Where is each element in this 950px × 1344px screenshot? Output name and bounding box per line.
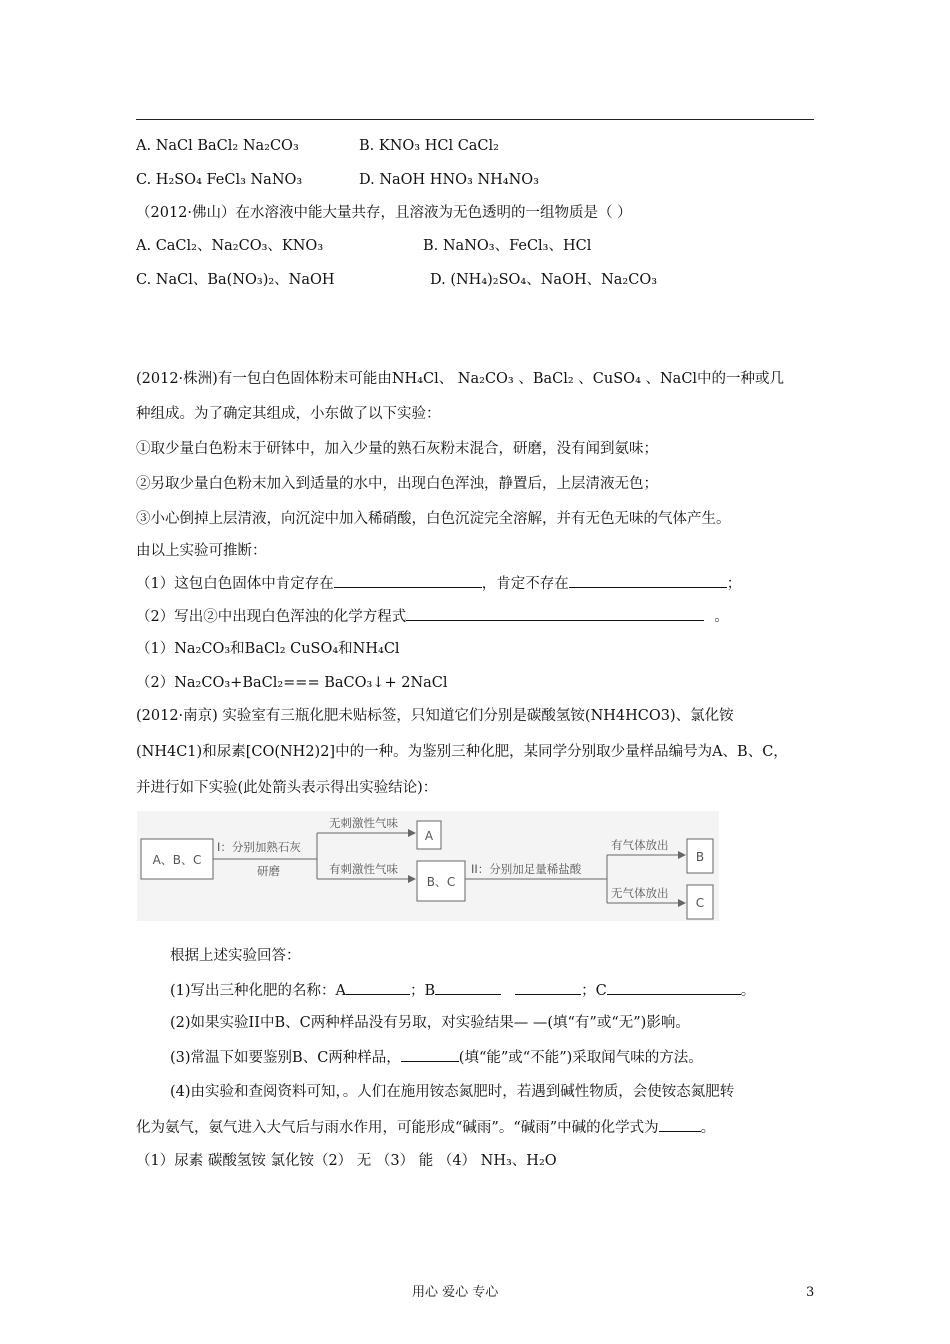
- nanjing-p1-end: 。: [740, 983, 756, 999]
- answer-blank[interactable]: [346, 980, 410, 995]
- nanjing-p4-text: 化为氨气，氨气进入大气后与雨水作用，可能形成“碱雨”。“碱雨”中碱的化学式为: [136, 1120, 659, 1136]
- option-line-2: [136, 170, 539, 190]
- foshan-options-ab: [136, 236, 592, 256]
- foshan-option-c: C. NaCl、Ba(NO₃)₂、NaOH: [136, 272, 335, 288]
- box-a-label: A: [424, 829, 434, 843]
- branch2-top-label: 有气体放出: [611, 838, 669, 852]
- nanjing-p4-end: 。: [700, 1120, 716, 1136]
- nanjing-p3-prefix: (3)常温下如要鉴别B、C两种样品，: [170, 1050, 401, 1066]
- answer-blank[interactable]: [406, 606, 704, 621]
- option-c: C. H₂SO₄ FeCl₃ NaNO₃: [136, 172, 303, 188]
- nanjing-p3: [170, 1047, 703, 1068]
- zhuzhou-step-3: ③小心倒掉上层清液，向沉淀中加入稀硝酸，白色沉淀完全溶解，并有无色无味的气体产生。: [136, 511, 731, 527]
- footer-motto: 用心 爱心 专心: [412, 1285, 499, 1300]
- zhuzhou-step-1: ①取少量白色粉末于研钵中，加入少量的熟石灰粉末混合，研磨，没有闻到氨味；: [136, 441, 658, 457]
- foshan-option-a: A. CaCl₂、Na₂CO₃、KNO₃: [136, 238, 324, 254]
- nanjing-p4-line2: [136, 1117, 715, 1138]
- nanjing-p1-b: ；B: [410, 983, 436, 999]
- box-c-label: C: [695, 896, 705, 910]
- answer-blank[interactable]: [401, 1047, 459, 1062]
- zhuzhou-answer-2: （2）Na₂CO₃+BaCl₂=== BaCO₃↓+ 2NaCl: [136, 675, 448, 691]
- page-number: 3: [806, 1285, 815, 1300]
- answer-blank[interactable]: [515, 980, 581, 995]
- zhuzhou-q1-middle: ，肯定不存在: [481, 576, 569, 592]
- option-line-1: [136, 136, 499, 156]
- nanjing-p1-prefix: (1)写出三种化肥的名称：A: [170, 983, 347, 999]
- header-rule: [136, 119, 814, 120]
- option-b: B. KNO₃ HCl CaCl₂: [359, 138, 499, 154]
- box-bc-label: B、C: [426, 875, 456, 889]
- foshan-stem: （2012·佛山）在水溶液中能大量共存，且溶液为无色透明的一组物质是（ ）: [136, 205, 632, 221]
- start-box-label: A、B、C: [152, 853, 202, 867]
- zhuzhou-step-2: ②另取少量白色粉末加入到适量的水中，出现白色浑浊，静置后，上层清液无色；: [136, 476, 658, 492]
- nanjing-p4-line1: (4)由实验和查阅资料可知，。人们在施用铵态氮肥时，若遇到碱性物质，会使铵态氮肥转: [170, 1084, 735, 1100]
- foshan-option-b: B. NaNO₃、FeCl₃、HCl: [423, 238, 592, 254]
- zhuzhou-q1-prefix: （1）这包白色固体中肯定存在: [136, 576, 334, 592]
- step1-sub: 研磨: [257, 864, 280, 878]
- nanjing-p2: (2)如果实验II中B、C两种样品没有另取，对实验结果— —(填“有”或“无”)影响。: [170, 1015, 690, 1031]
- nanjing-prompt: 根据上述实验回答：: [170, 948, 301, 964]
- nanjing-answer: （1）尿素 碳酸氢铵 氯化铵（2） 无 （3） 能 （4） NH₃、H₂O: [136, 1153, 557, 1169]
- zhuzhou-stem-1: (2012·株洲)有一包白色固体粉末可能由NH₄Cl、 Na₂CO₃ 、BaCl₂ 、CuSO₄ 、NaCl中的一种或几: [136, 371, 785, 387]
- nanjing-p1-c: ；C: [581, 983, 607, 999]
- branch-top-label: 无刺激性气味: [329, 816, 398, 830]
- step2-label: II：分别加足量稀盐酸: [471, 862, 582, 876]
- branch-bottom-label: 有刺激性气味: [329, 862, 398, 876]
- nanjing-stem-1: (2012·南京) 实验室有三瓶化肥未贴标签，只知道它们分别是碳酸氢铵(NH4HCO3)、氯化铵: [136, 708, 734, 724]
- zhuzhou-q2: [136, 606, 729, 627]
- branch2-bottom-label: 无气体放出: [611, 886, 669, 900]
- nanjing-stem-3: 并进行如下实验(此处箭头表示得出实验结论)：: [136, 780, 438, 796]
- box-b-label: B: [695, 850, 705, 864]
- answer-blank[interactable]: [659, 1117, 701, 1132]
- step1-label: I：分别加熟石灰: [217, 840, 301, 854]
- zhuzhou-q2-prefix: （2）写出②中出现白色浑浊的化学方程式: [136, 609, 407, 625]
- zhuzhou-stem-2: 种组成。为了确定其组成，小东做了以下实验：: [136, 406, 441, 422]
- answer-blank[interactable]: [435, 980, 501, 995]
- nanjing-p1: [170, 980, 755, 1001]
- zhuzhou-q1-end: ；: [726, 576, 742, 592]
- zhuzhou-infer: 由以上实验可推断：: [136, 543, 267, 559]
- experiment-flow-diagram: [137, 811, 719, 921]
- foshan-option-d: D. (NH₄)₂SO₄、NaOH、Na₂CO₃: [430, 272, 658, 288]
- nanjing-p3-suffix: (填“能”或“不能”)采取闻气味的方法。: [458, 1050, 703, 1066]
- option-a: A. NaCl BaCl₂ Na₂CO₃: [136, 138, 299, 154]
- zhuzhou-q2-end: 。: [714, 609, 729, 625]
- option-d: D. NaOH HNO₃ NH₄NO₃: [359, 172, 539, 188]
- zhuzhou-q1: [136, 573, 741, 594]
- answer-blank[interactable]: [334, 573, 482, 588]
- answer-blank[interactable]: [569, 573, 727, 588]
- nanjing-stem-2: (NH4C1)和尿素[CO(NH2)2]中的一种。为鉴别三种化肥，某同学分别取少量样品编号为A、B、C，: [136, 744, 788, 760]
- foshan-options-cd: [136, 270, 658, 290]
- zhuzhou-answer-1: （1）Na₂CO₃和BaCl₂ CuSO₄和NH₄Cl: [136, 641, 400, 657]
- answer-blank[interactable]: [607, 980, 741, 995]
